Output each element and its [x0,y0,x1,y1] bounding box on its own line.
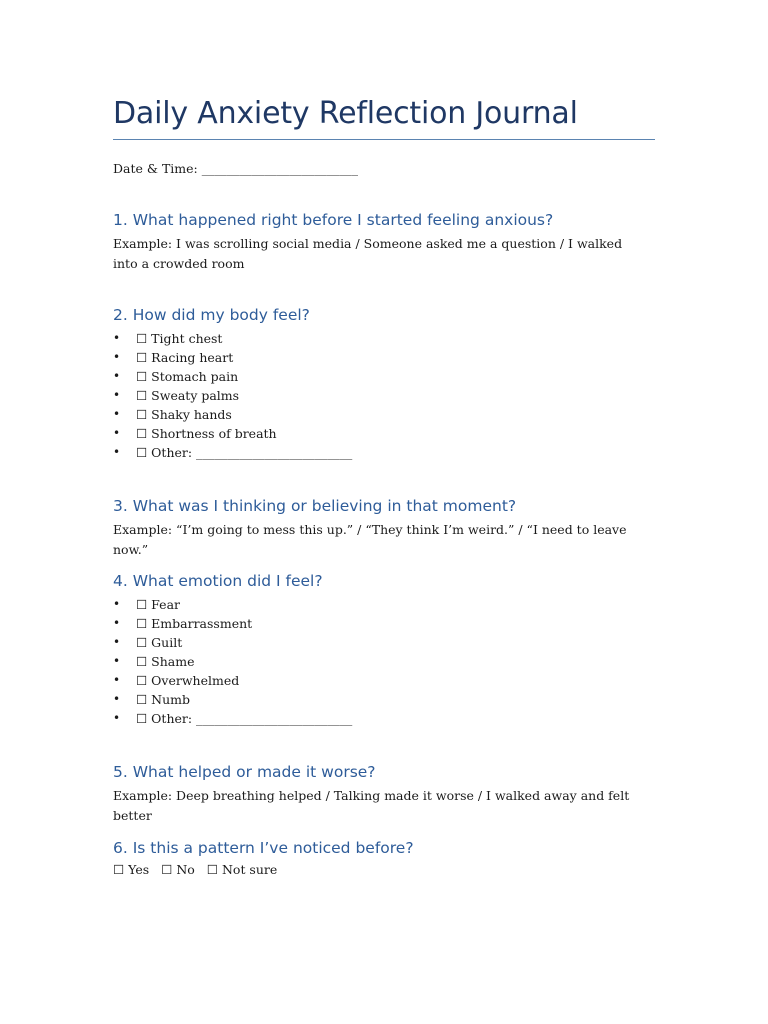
date-time-field[interactable]: Date & Time: _________________________ [113,161,358,176]
page-title: Daily Anxiety Reflection Journal [113,96,578,131]
bullet-icon: • [113,711,121,725]
checkbox-item-tight-chest[interactable]: ☐ Tight chest [136,331,223,346]
bullet-icon: • [113,350,121,364]
checkbox-item-numb[interactable]: ☐ Numb [136,692,191,707]
section-1-example: Example: I was scrolling social media / Someone asked me a question / I walked into a crowded room [113,236,623,271]
checkbox-item-sweaty-palms[interactable]: ☐ Sweaty palms [136,388,240,403]
section-6-heading: 6. Is this a pattern I’ve noticed before? [113,839,414,857]
checkbox-item-other[interactable]: ☐ Other: _________________________ [136,711,353,726]
checkbox-option-no[interactable]: ☐ No [161,862,195,877]
pattern-options [113,861,285,879]
bullet-icon: • [113,426,121,440]
checkbox-option-yes[interactable]: ☐ Yes [113,862,150,877]
checkbox-item-stomach-pain[interactable]: ☐ Stomach pain [136,369,239,384]
section-5-heading: 5. What helped or made it worse? [113,763,376,781]
bullet-icon: • [113,445,121,459]
checkbox-item-guilt[interactable]: ☐ Guilt [136,635,183,650]
bullet-icon: • [113,407,121,421]
bullet-icon: • [113,616,121,630]
checkbox-item-embarrassment[interactable]: ☐ Embarrassment [136,616,253,631]
checkbox-item-shaky-hands[interactable]: ☐ Shaky hands [136,407,232,422]
bullet-icon: • [113,388,121,402]
checkbox-item-overwhelmed[interactable]: ☐ Overwhelmed [136,673,240,688]
bullet-icon: • [113,692,121,706]
checkbox-item-shame[interactable]: ☐ Shame [136,654,195,669]
bullet-icon: • [113,597,121,611]
section-3-heading: 3. What was I thinking or believing in that moment? [113,497,517,515]
bullet-icon: • [113,331,121,345]
checkbox-option-not-sure[interactable]: ☐ Not sure [206,862,278,877]
bullet-icon: • [113,673,121,687]
bullet-icon: • [113,369,121,383]
checkbox-item-fear[interactable]: ☐ Fear [136,597,180,612]
section-4-heading: 4. What emotion did I feel? [113,572,323,590]
section-3-example: Example: “I’m going to mess this up.” / “They think I’m weird.” / “I need to leave now.” [113,522,627,557]
section-5-example: Example: Deep breathing helped / Talking made it worse / I walked away and felt better [113,788,630,823]
bullet-icon: • [113,635,121,649]
section-1-heading: 1. What happened right before I started feeling anxious? [113,211,554,229]
section-2-heading: 2. How did my body feel? [113,306,310,324]
bullet-icon: • [113,654,121,668]
checkbox-item-other[interactable]: ☐ Other: _________________________ [136,445,353,460]
title-divider [113,139,655,140]
checkbox-item-racing-heart[interactable]: ☐ Racing heart [136,350,234,365]
checkbox-item-shortness-of-breath[interactable]: ☐ Shortness of breath [136,426,277,441]
